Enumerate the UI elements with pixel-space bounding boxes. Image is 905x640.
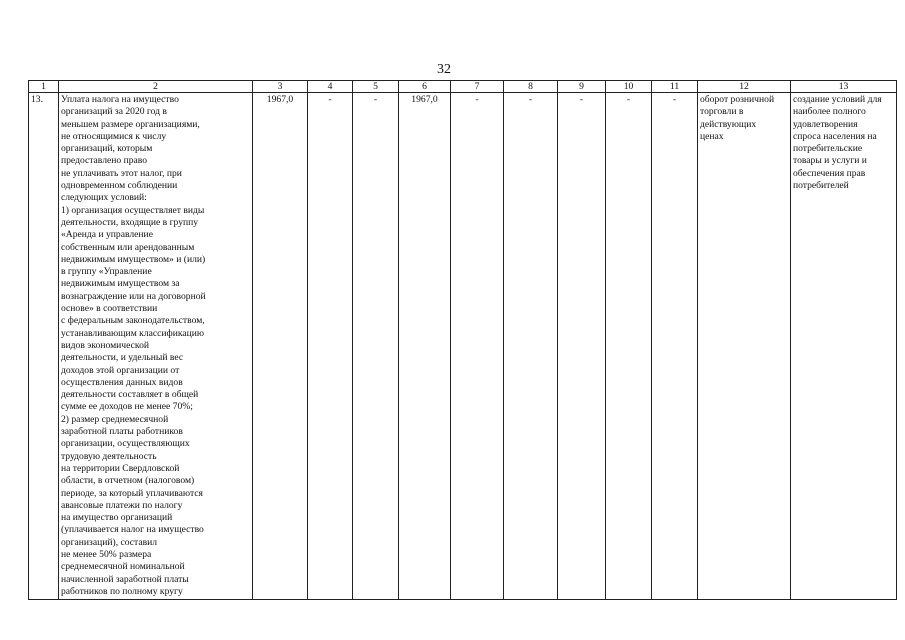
description-line: деятельности составляет в общей xyxy=(61,389,199,401)
description-line: 2) размер среднемесячной xyxy=(61,413,169,425)
description-line: собственным или арендованным xyxy=(61,241,195,253)
header-cell-13: 13 xyxy=(791,81,897,93)
purpose-text xyxy=(793,94,894,192)
header-cell-4: 4 xyxy=(308,81,353,93)
indicator-line: действующих xyxy=(700,118,757,130)
description-line: деятельности, и удельный вес xyxy=(61,352,184,364)
header-cell-7: 7 xyxy=(451,81,504,93)
purpose-line: создание условий для xyxy=(793,94,882,105)
description-line: предоставлено право xyxy=(61,155,148,167)
cell-col7: - xyxy=(451,93,504,600)
description-line: области, в отчетном (налоговом) xyxy=(61,475,195,487)
cell-col8: - xyxy=(504,93,558,600)
description-line: организаций за 2020 год в xyxy=(61,106,167,118)
header-cell-1: 1 xyxy=(29,81,59,93)
description-line: не менее 50% размера xyxy=(61,548,152,560)
description-line: следующих условий: xyxy=(61,192,147,204)
description-line: 1) организация осуществляет виды xyxy=(61,204,205,216)
description-line: (уплачивается налог на имущество xyxy=(61,524,204,536)
header-cell-12: 12 xyxy=(698,81,791,93)
cell-indicator xyxy=(698,93,791,600)
header-cell-2: 2 xyxy=(59,81,253,93)
description-line: доходов этой организации от xyxy=(61,364,180,376)
purpose-line: потребительские xyxy=(793,143,863,155)
indicator-line: торговли в xyxy=(700,106,744,118)
description-line: начисленной заработной платы xyxy=(61,573,189,585)
table-row xyxy=(29,93,897,600)
description-line: сумме ее доходов не менее 70%; xyxy=(61,401,193,413)
description-line: организации, осуществляющих xyxy=(61,438,190,450)
header-cell-8: 8 xyxy=(504,81,558,93)
description-line: авансовые платежи по налогу xyxy=(61,499,183,511)
description-line: трудовую деятельность xyxy=(61,450,157,462)
description-line: осуществления данных видов xyxy=(61,376,183,388)
description-text xyxy=(61,94,250,598)
purpose-line: обеспечения прав xyxy=(793,167,866,179)
header-cell-9: 9 xyxy=(558,81,606,93)
page-number: 32 xyxy=(437,62,451,77)
description-line: не уплачивать этот налог, при xyxy=(61,167,182,179)
cell-col6: 1967,0 xyxy=(399,93,451,600)
header-cell-11: 11 xyxy=(652,81,698,93)
cell-col11: - xyxy=(652,93,698,600)
description-line: деятельности, входящие в группу xyxy=(61,216,199,228)
header-cell-6: 6 xyxy=(399,81,451,93)
description-line: в группу «Управление xyxy=(61,266,152,278)
cell-col5: - xyxy=(353,93,399,600)
cell-purpose xyxy=(791,93,897,600)
description-line: недвижимым имуществом» и (или) xyxy=(61,253,206,265)
purpose-line: спроса населения на xyxy=(793,130,877,142)
budget-table xyxy=(28,80,897,600)
header-row xyxy=(29,81,897,93)
description-line: с федеральным законодательством, xyxy=(61,315,205,327)
cell-col4: - xyxy=(308,93,353,600)
purpose-line: удовлетворения xyxy=(793,118,858,130)
description-line: на территории Свердловской xyxy=(61,462,180,474)
indicator-line: оборот розничной xyxy=(700,94,775,105)
description-line: среднемесячной номинальной xyxy=(61,561,185,573)
cell-col10: - xyxy=(606,93,652,600)
header-cell-10: 10 xyxy=(606,81,652,93)
description-line: одновременном соблюдении xyxy=(61,180,178,192)
purpose-line: товары и услуги и xyxy=(793,155,867,167)
indicator-line: ценах xyxy=(700,130,724,142)
header-cell-3: 3 xyxy=(253,81,308,93)
description-line: основе» в соответствии xyxy=(61,303,158,315)
description-line: работников по полному кругу xyxy=(61,585,183,597)
description-line: меньшем размере организациями, xyxy=(61,118,200,130)
cell-col9: - xyxy=(558,93,606,600)
description-line: периоде, за который уплачиваются xyxy=(61,487,203,499)
description-line: заработной платы работников xyxy=(61,426,183,438)
description-line: устанавливающим классификацию xyxy=(61,327,205,339)
row-description xyxy=(59,93,253,600)
description-line: видов экономической xyxy=(61,339,149,351)
row-number: 13. xyxy=(29,93,59,600)
description-line: вознаграждение или на договорной xyxy=(61,290,206,302)
purpose-line: наиболее полного xyxy=(793,106,866,118)
description-line: организаций), составил xyxy=(61,536,158,548)
header-cell-5: 5 xyxy=(353,81,399,93)
description-line: организаций, которым xyxy=(61,143,153,155)
description-line: не относящимися к числу xyxy=(61,130,167,142)
purpose-line: потребителей xyxy=(793,180,849,192)
description-line: на имущество организаций xyxy=(61,512,173,524)
description-line: Уплата налога на имущество xyxy=(61,94,179,105)
description-line: недвижимым имуществом за xyxy=(61,278,180,290)
cell-col3: 1967,0 xyxy=(253,93,308,600)
description-line: «Аренда и управление xyxy=(61,229,153,241)
indicator-text xyxy=(700,94,788,143)
